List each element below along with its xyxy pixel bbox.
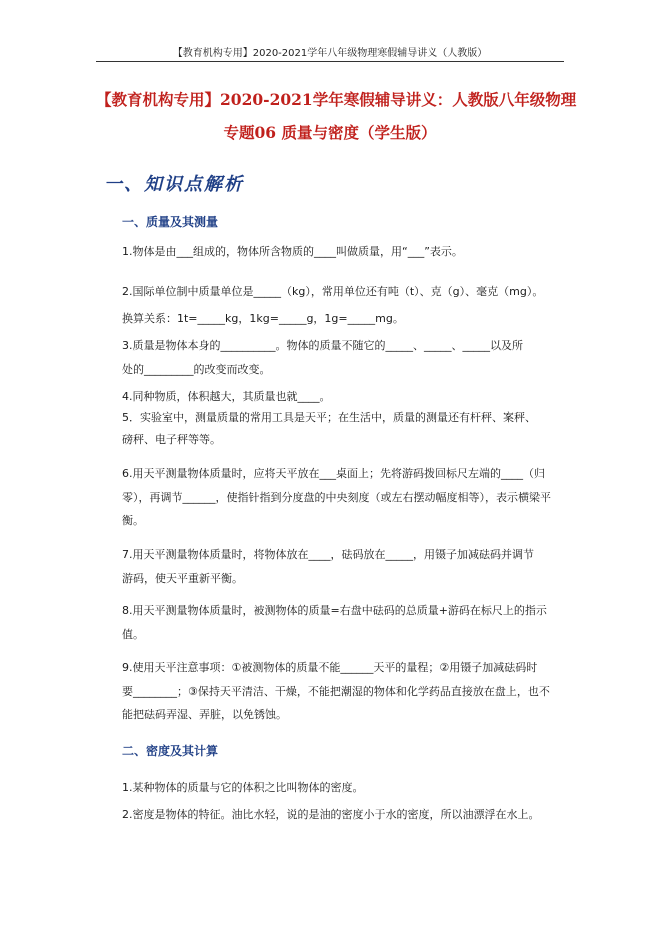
mass-line-12: 7.用天平测量物体质量时，将物体放在____，砝码放在_____，用镊子加减砝码并调节 <box>122 548 534 561</box>
mass-line-14: 8.用天平测量物体质量时，被测物体的质量=右盘中砝码的总质量+游码在标尺上的指示 <box>122 604 547 617</box>
section-heading-knowledge: 一、知识点解析 <box>104 174 244 195</box>
subheading-density: 二、密度及其计算 <box>122 744 219 758</box>
document-subtitle: 专题06 质量与密度（学生版） <box>223 123 437 142</box>
mass-line-9: 6.用天平测量物体质量时，应将天平放在___桌面上；先将游码拨回标尺左端的____（归 <box>122 467 545 480</box>
mass-line-4: 3.质量是物体本身的__________。物体的质量不随它的_____、_____、_____以及所 <box>122 339 523 352</box>
mass-line-17: 要________；③保持天平清洁、干燥，不能把潮湿的物体和化学药品直接放在盘上，也不 <box>122 685 550 698</box>
mass-line-13: 游码，使天平重新平衡。 <box>122 572 243 585</box>
header-rule <box>96 61 564 62</box>
mass-line-7: 5．实验室中，测量质量的常用工具是天平；在生活中，质量的测量还有杆秤、案秤、 <box>122 411 536 424</box>
mass-line-10: 零），再调节______，使指针指到分度盘的中央刻度（或左右摆动幅度相等），表示横梁平 <box>122 491 551 504</box>
mass-line-18: 能把砝码弄湿、弄脏，以免锈蚀。 <box>122 708 287 721</box>
mass-line-8: 磅秤、电子秤等等。 <box>122 433 221 446</box>
mass-line-1: 1.物体是由___组成的，物体所含物质的____叫做质量，用“___”表示。 <box>122 245 463 258</box>
mass-line-2: 2.国际单位制中质量单位是_____（kg），常用单位还有吨（t）、克（g）、毫克（mg）。 <box>122 285 544 298</box>
document-title: 【教育机构专用】2020-2021学年寒假辅导讲义：人教版八年级物理 <box>96 90 577 109</box>
running-header: 【教育机构专用】2020-2021学年八年级物理寒假辅导讲义（人教版） <box>172 48 488 59</box>
mass-line-6: 4.同种物质，体积越大，其质量也就____。 <box>122 390 331 403</box>
mass-line-5: 处的_________的改变而改变。 <box>122 363 271 376</box>
subheading-mass: 一、质量及其测量 <box>122 215 219 229</box>
mass-line-16: 9.使用天平注意事项：①被测物体的质量不能______天平的量程；②用镊子加减砝码时 <box>122 661 538 674</box>
mass-line-15: 值。 <box>122 628 144 641</box>
density-line-2: 2.密度是物体的特征。油比水轻，说的是油的密度小于水的密度，所以油漂浮在水上。 <box>122 808 540 821</box>
density-line-1: 1.某种物体的质量与它的体积之比叫物体的密度。 <box>122 781 364 794</box>
mass-line-11: 衡。 <box>122 514 144 527</box>
mass-line-3: 换算关系：1t=_____kg，1kg=_____g，1g=_____mg。 <box>122 312 404 325</box>
